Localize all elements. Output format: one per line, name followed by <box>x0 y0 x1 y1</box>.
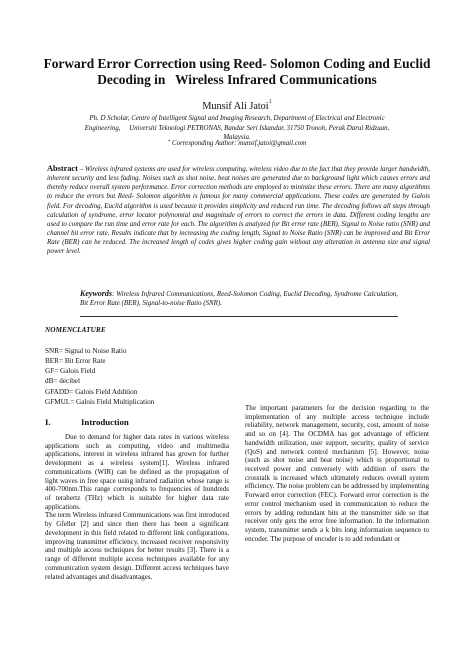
nomenclature-item: SNR= Signal to Noise Ratio <box>45 347 127 355</box>
nomenclature-heading: NOMENCLATURE <box>45 326 106 334</box>
keywords-label: Keywords <box>80 289 112 298</box>
affiliation <box>40 114 434 143</box>
author-name: Munsif Ali Jatoi <box>202 101 269 112</box>
corresponding-text: Corresponding Author: munsif.jatoi@gmail.com <box>172 140 307 147</box>
keywords-text: : Wireless Infrared Communications, Reed-Solomon Coding, Euclid Decoding, Syndrome Calculation, Bit Error Rate (BER), Signal-to-noise Ratio (SNR). <box>80 290 398 308</box>
nomenclature-item: dB= decibel <box>45 377 80 386</box>
affiliation-line-3: Malaysia. <box>223 134 251 142</box>
paper-title <box>30 56 444 88</box>
affiliation-line-2: Engineering, Universiti Teknologi PETRONAS, Bandar Seri Iskandar, 31750 Tronoh, Perak Darul Ridzuan, <box>84 124 390 132</box>
section-title: Introduction <box>81 417 129 427</box>
nomenclature-item: GFMUL= Galois Field Multiplication <box>45 397 155 406</box>
right-column <box>245 404 429 544</box>
corresponding-author <box>40 140 434 147</box>
section-heading <box>45 417 129 427</box>
abstract-label: Abstract <box>47 164 78 173</box>
keywords <box>80 289 398 308</box>
nomenclature-item: GFADD= Galois Field Addition <box>45 387 138 396</box>
section-number: I. <box>45 417 51 427</box>
author-mark: 1 <box>268 99 272 105</box>
nomenclature-list <box>45 346 154 407</box>
nomenclature-item: GF= Galois Field <box>45 367 96 376</box>
intro-paragraph-1: Due to demand for higher data rates in various wireless applications such as computing, video and multimedia applications, interest in wireless infrared has grown for further development as a wireless system[1]. Wireless infrared communications (WIR) can be defined as the propagation of light waves in free space using infrared radiation whose range is 400-700nm.This range corresponds to frequencies of hundreds of terahertz (THz) which is suitable for higher data rate applications. <box>45 433 229 511</box>
left-column <box>45 433 229 581</box>
title-line-2: Decoding in Wireless Infrared Communications <box>97 72 377 87</box>
author-line <box>0 101 474 112</box>
abstract <box>47 164 430 257</box>
intro-paragraph-2: The term Wireless infrared Communications was first introduced by Gfeller [2] and since then there has been a significant development in this field related to different link configurations, improving transmitter efficiency, increased receiver responsivity and multiple access techniques for better results [3]. There is a range of different multiple access techniques available for any communication system design. Different access techniques have related advantages and disadvantages. <box>45 511 229 581</box>
corresponding-mark: * <box>167 140 171 145</box>
intro-paragraph-3: The important parameters for the decision regarding to the implementation of any multiple access technique include reliability, network management, security, cost, amount of noise and so on [4]. The OCDMA has got advantage of efficient bandwidth utilization, user support, security, quality of service (QoS) and network control mechanism [5]. However, noise (such as shot noise and beat noise) which is proportional to received power and conversely with addition of users the crosstalk is increased which ultimately reduces overall system efficiency. The noise problem can be addressed by implementing Forward error correction (FEC). Forward error correction is the error control mechanism used in communication to reduce the errors by adding redundant bits at the transmitter side so that receiver only gets the error free information. In the information system, transmitter sends a k bits long information sequence to encoder. The purpose of encoder is to add redundant or <box>245 404 429 543</box>
divider <box>80 316 398 317</box>
affiliation-line-1: Ph. D Scholar, Centre of Intelligent Signal and Imaging Research, Department of Electrical and Electronic <box>89 115 385 122</box>
nomenclature-item: BER= Bit Error Rate <box>45 357 106 366</box>
title-line-1: Forward Error Correction using Reed- Solomon Coding and Euclid <box>43 56 431 71</box>
abstract-text: – Wireless infrared systems are used for wireless computing, wireless video due to the fact that they provide larger bandwidth, inherent security and less fading. Noises such as shot noise, beat noises are generated due to background light which causes errors and thereby reduce overall system performance. Error correction methods are employed to minimize these errors. There are many algorithms to reduce the errors but Reed- Solomon algorithm is famous for many commercial applications. These codes are generated by Galois field. For decoding, Euclid algorithm is used because it provides simplicity and reduced run time. The decoding follows all steps through calculation of syndrome, error locator polynomial and magnitude of errors to correct the errors in data. Different coding lengths are used to compare the run time and error rate for each. The algorithm is analyzed for Bit error rate (BER), Signal to Noise ratio (SNR) and channel bit error rate. Results indicate that by increasing the coding length, Signal to Noise Ratio (SNR) can be improved and Bit Error Rate (BER) can be reduced. The increased length of codes gives higher coding gain without any alteration in antenna size and signal power level. <box>47 165 430 256</box>
